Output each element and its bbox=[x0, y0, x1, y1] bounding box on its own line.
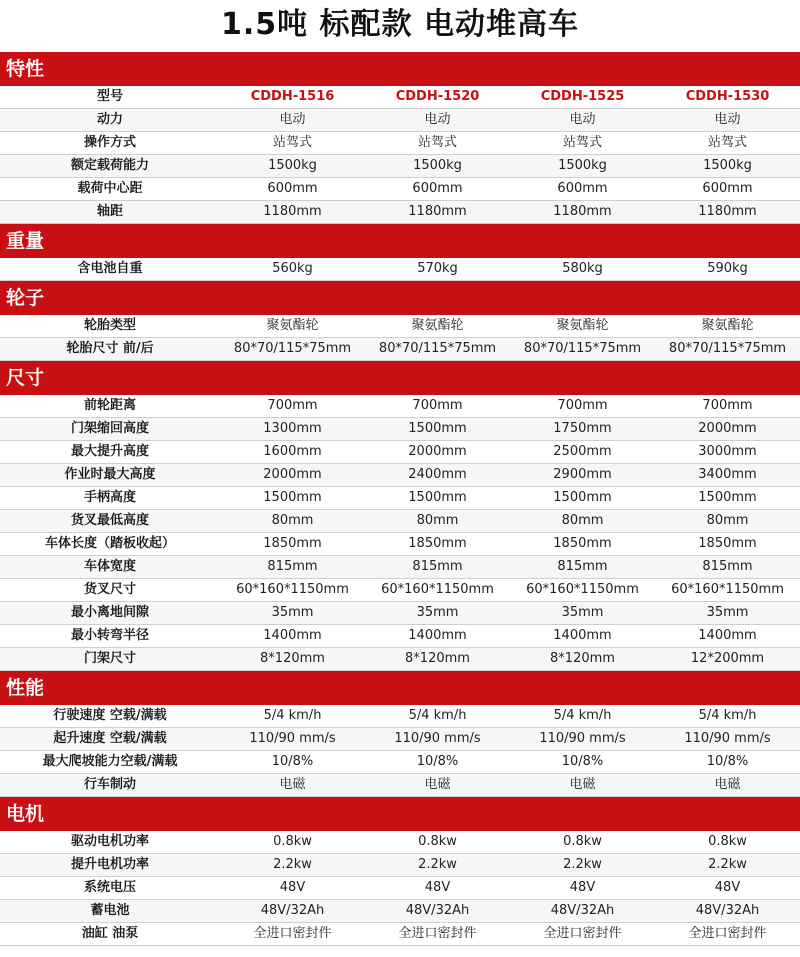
spec-label: 作业时最大高度 bbox=[64, 467, 156, 482]
spec-value: 0.8kw bbox=[273, 834, 312, 849]
spec-value: 站驾式 bbox=[562, 135, 602, 150]
spec-label: 手柄高度 bbox=[83, 490, 136, 505]
spec-row bbox=[0, 533, 800, 556]
spec-label: 最小离地间隙 bbox=[70, 605, 149, 620]
spec-value: 48V/32Ah bbox=[260, 903, 325, 918]
spec-value: 5/4 km/h bbox=[408, 708, 467, 723]
spec-row bbox=[0, 155, 800, 178]
model-name: CDDH-1520 bbox=[395, 89, 480, 104]
spec-value: 2400mm bbox=[408, 467, 467, 482]
spec-value: 1500mm bbox=[408, 490, 467, 505]
spec-label: 操作方式 bbox=[83, 135, 136, 150]
spec-value: 聚氨酯轮 bbox=[556, 318, 609, 333]
spec-value: 0.8kw bbox=[563, 834, 602, 849]
spec-value: 电动 bbox=[424, 112, 451, 127]
spec-value: 2000mm bbox=[408, 444, 467, 459]
spec-value: 站驾式 bbox=[417, 135, 457, 150]
spec-row bbox=[0, 602, 800, 625]
spec-row bbox=[0, 258, 800, 281]
spec-value: 48V/32Ah bbox=[550, 903, 615, 918]
spec-value: 0.8kw bbox=[418, 834, 457, 849]
spec-value: 570kg bbox=[417, 261, 458, 276]
spec-value: 5/4 km/h bbox=[698, 708, 757, 723]
spec-value: 1500mm bbox=[698, 490, 757, 505]
spec-label: 轮胎尺寸 前/后 bbox=[66, 341, 154, 356]
spec-value: 80mm bbox=[416, 513, 459, 528]
spec-value: 电磁 bbox=[569, 777, 596, 792]
section-header: 尺寸 bbox=[0, 361, 800, 395]
spec-value: 35mm bbox=[706, 605, 749, 620]
spec-row bbox=[0, 395, 800, 418]
spec-value: 1850mm bbox=[698, 536, 757, 551]
spec-value: 12*200mm bbox=[690, 651, 765, 666]
spec-label: 货叉尺寸 bbox=[83, 582, 136, 597]
spec-value: 3000mm bbox=[698, 444, 757, 459]
spec-value: 电磁 bbox=[714, 777, 741, 792]
spec-value: 560kg bbox=[272, 261, 313, 276]
spec-value: 2000mm bbox=[263, 467, 322, 482]
spec-row bbox=[0, 315, 800, 338]
spec-value: 600mm bbox=[702, 181, 753, 196]
spec-value: 60*160*1150mm bbox=[526, 582, 639, 597]
spec-value: 60*160*1150mm bbox=[381, 582, 494, 597]
spec-label: 轮胎类型 bbox=[83, 318, 136, 333]
spec-label: 含电池自重 bbox=[77, 261, 143, 276]
spec-label: 系统电压 bbox=[83, 880, 136, 895]
spec-value: 8*120mm bbox=[405, 651, 470, 666]
spec-value: 1500mm bbox=[553, 490, 612, 505]
spec-row bbox=[0, 900, 800, 923]
model-name: CDDH-1525 bbox=[540, 89, 625, 104]
spec-value: 600mm bbox=[557, 181, 608, 196]
spec-label: 载荷中心距 bbox=[77, 181, 143, 196]
spec-value: 80*70/115*75mm bbox=[523, 341, 642, 356]
spec-label: 型号 bbox=[96, 89, 123, 104]
spec-label: 门架缩回高度 bbox=[70, 421, 149, 436]
spec-row bbox=[0, 556, 800, 579]
spec-value: 5/4 km/h bbox=[553, 708, 612, 723]
spec-value: 1500kg bbox=[413, 158, 462, 173]
spec-label: 轴距 bbox=[96, 204, 123, 219]
spec-label: 额定载荷能力 bbox=[70, 158, 149, 173]
spec-row bbox=[0, 728, 800, 751]
spec-value: 2500mm bbox=[553, 444, 612, 459]
spec-value: 全进口密封件 bbox=[543, 926, 622, 941]
spec-value: 8*120mm bbox=[260, 651, 325, 666]
spec-label: 车体长度（踏板收起） bbox=[44, 536, 175, 551]
spec-label: 动力 bbox=[96, 112, 123, 127]
spec-value: 1300mm bbox=[263, 421, 322, 436]
section-header: 特性 bbox=[0, 52, 800, 86]
spec-value: 700mm bbox=[412, 398, 463, 413]
spec-table bbox=[0, 52, 800, 946]
spec-value: 全进口密封件 bbox=[253, 926, 332, 941]
spec-row bbox=[0, 178, 800, 201]
spec-value: 815mm bbox=[267, 559, 318, 574]
spec-value: 3400mm bbox=[698, 467, 757, 482]
model-name: CDDH-1530 bbox=[685, 89, 770, 104]
spec-value: 600mm bbox=[412, 181, 463, 196]
spec-row bbox=[0, 201, 800, 224]
spec-value: 60*160*1150mm bbox=[671, 582, 784, 597]
spec-value: 1850mm bbox=[408, 536, 467, 551]
spec-row bbox=[0, 579, 800, 602]
spec-value: 48V bbox=[714, 880, 741, 895]
spec-row bbox=[0, 705, 800, 728]
spec-value: 48V/32Ah bbox=[695, 903, 760, 918]
spec-value: 110/90 mm/s bbox=[684, 731, 771, 746]
spec-value: 电动 bbox=[714, 112, 741, 127]
spec-label: 起升速度 空载/满载 bbox=[53, 731, 167, 746]
spec-label: 货叉最低高度 bbox=[70, 513, 149, 528]
spec-value: 1180mm bbox=[408, 204, 467, 219]
spec-value: 48V bbox=[424, 880, 451, 895]
spec-row bbox=[0, 625, 800, 648]
spec-value: 110/90 mm/s bbox=[394, 731, 481, 746]
spec-value: 1400mm bbox=[553, 628, 612, 643]
spec-value: 2.2kw bbox=[273, 857, 312, 872]
spec-label: 最大提升高度 bbox=[70, 444, 149, 459]
spec-value: 1850mm bbox=[553, 536, 612, 551]
spec-value: 80*70/115*75mm bbox=[378, 341, 497, 356]
model-row bbox=[0, 86, 800, 109]
spec-row bbox=[0, 109, 800, 132]
spec-value: 2.2kw bbox=[418, 857, 457, 872]
spec-value: 700mm bbox=[702, 398, 753, 413]
spec-value: 80*70/115*75mm bbox=[668, 341, 787, 356]
spec-value: 10/8% bbox=[706, 754, 749, 769]
spec-label: 最小转弯半径 bbox=[70, 628, 149, 643]
spec-row bbox=[0, 877, 800, 900]
spec-value: 1750mm bbox=[553, 421, 612, 436]
spec-label: 最大爬坡能力空载/满载 bbox=[42, 754, 178, 769]
spec-value: 1600mm bbox=[263, 444, 322, 459]
spec-value: 1400mm bbox=[408, 628, 467, 643]
spec-value: 电动 bbox=[279, 112, 306, 127]
spec-value: 1180mm bbox=[698, 204, 757, 219]
spec-value: 48V bbox=[279, 880, 306, 895]
spec-label: 提升电机功率 bbox=[70, 857, 149, 872]
spec-value: 0.8kw bbox=[708, 834, 747, 849]
spec-row bbox=[0, 648, 800, 671]
spec-row bbox=[0, 464, 800, 487]
spec-value: 2900mm bbox=[553, 467, 612, 482]
spec-label: 油缸 油泵 bbox=[81, 926, 139, 941]
spec-value: 1180mm bbox=[553, 204, 612, 219]
spec-value: 1500mm bbox=[263, 490, 322, 505]
spec-value: 80mm bbox=[271, 513, 314, 528]
spec-value: 48V/32Ah bbox=[405, 903, 470, 918]
spec-row bbox=[0, 418, 800, 441]
spec-value: 815mm bbox=[702, 559, 753, 574]
spec-label: 前轮距离 bbox=[83, 398, 136, 413]
spec-label: 门架尺寸 bbox=[83, 651, 136, 666]
spec-row bbox=[0, 510, 800, 533]
spec-value: 35mm bbox=[416, 605, 459, 620]
spec-value: 815mm bbox=[412, 559, 463, 574]
spec-row bbox=[0, 132, 800, 155]
spec-value: 80mm bbox=[561, 513, 604, 528]
spec-value: 590kg bbox=[707, 261, 748, 276]
section-header: 轮子 bbox=[0, 281, 800, 315]
spec-value: 电磁 bbox=[279, 777, 306, 792]
section-header: 电机 bbox=[0, 797, 800, 831]
spec-value: 580kg bbox=[562, 261, 603, 276]
spec-row bbox=[0, 441, 800, 464]
spec-value: 1500kg bbox=[268, 158, 317, 173]
spec-value: 聚氨酯轮 bbox=[411, 318, 464, 333]
spec-value: 1850mm bbox=[263, 536, 322, 551]
spec-value: 1180mm bbox=[263, 204, 322, 219]
spec-value: 2000mm bbox=[698, 421, 757, 436]
spec-row bbox=[0, 487, 800, 510]
spec-value: 1500kg bbox=[558, 158, 607, 173]
spec-value: 700mm bbox=[557, 398, 608, 413]
spec-label: 车体宽度 bbox=[83, 559, 136, 574]
spec-label: 行驶速度 空载/满载 bbox=[53, 708, 167, 723]
spec-value: 1400mm bbox=[698, 628, 757, 643]
spec-value: 600mm bbox=[267, 181, 318, 196]
spec-value: 815mm bbox=[557, 559, 608, 574]
spec-value: 10/8% bbox=[271, 754, 314, 769]
spec-value: 10/8% bbox=[416, 754, 459, 769]
spec-value: 10/8% bbox=[561, 754, 604, 769]
spec-label: 行车制动 bbox=[83, 777, 136, 792]
spec-value: 电动 bbox=[569, 112, 596, 127]
spec-value: 80*70/115*75mm bbox=[233, 341, 352, 356]
spec-row bbox=[0, 338, 800, 361]
spec-label: 蓄电池 bbox=[90, 903, 130, 918]
spec-value: 5/4 km/h bbox=[263, 708, 322, 723]
spec-value: 35mm bbox=[561, 605, 604, 620]
spec-value: 全进口密封件 bbox=[398, 926, 477, 941]
spec-row bbox=[0, 923, 800, 946]
spec-label: 驱动电机功率 bbox=[70, 834, 149, 849]
spec-value: 2.2kw bbox=[708, 857, 747, 872]
spec-value: 站驾式 bbox=[707, 135, 747, 150]
spec-value: 110/90 mm/s bbox=[539, 731, 626, 746]
section-header: 重量 bbox=[0, 224, 800, 258]
spec-value: 电磁 bbox=[424, 777, 451, 792]
section-header: 性能 bbox=[0, 671, 800, 705]
spec-row bbox=[0, 854, 800, 877]
spec-value: 700mm bbox=[267, 398, 318, 413]
spec-value: 1500kg bbox=[703, 158, 752, 173]
spec-value: 8*120mm bbox=[550, 651, 615, 666]
spec-value: 80mm bbox=[706, 513, 749, 528]
spec-value: 35mm bbox=[271, 605, 314, 620]
spec-row bbox=[0, 831, 800, 854]
spec-value: 1400mm bbox=[263, 628, 322, 643]
spec-value: 2.2kw bbox=[563, 857, 602, 872]
model-name: CDDH-1516 bbox=[250, 89, 335, 104]
page-title: 1.5吨 标配款 电动堆高车 bbox=[220, 7, 580, 42]
spec-value: 全进口密封件 bbox=[688, 926, 767, 941]
spec-value: 48V bbox=[569, 880, 596, 895]
spec-value: 110/90 mm/s bbox=[249, 731, 336, 746]
spec-row bbox=[0, 774, 800, 797]
spec-value: 聚氨酯轮 bbox=[701, 318, 754, 333]
spec-value: 60*160*1150mm bbox=[236, 582, 349, 597]
spec-value: 聚氨酯轮 bbox=[266, 318, 319, 333]
spec-value: 站驾式 bbox=[272, 135, 312, 150]
spec-value: 1500mm bbox=[408, 421, 467, 436]
spec-row bbox=[0, 751, 800, 774]
